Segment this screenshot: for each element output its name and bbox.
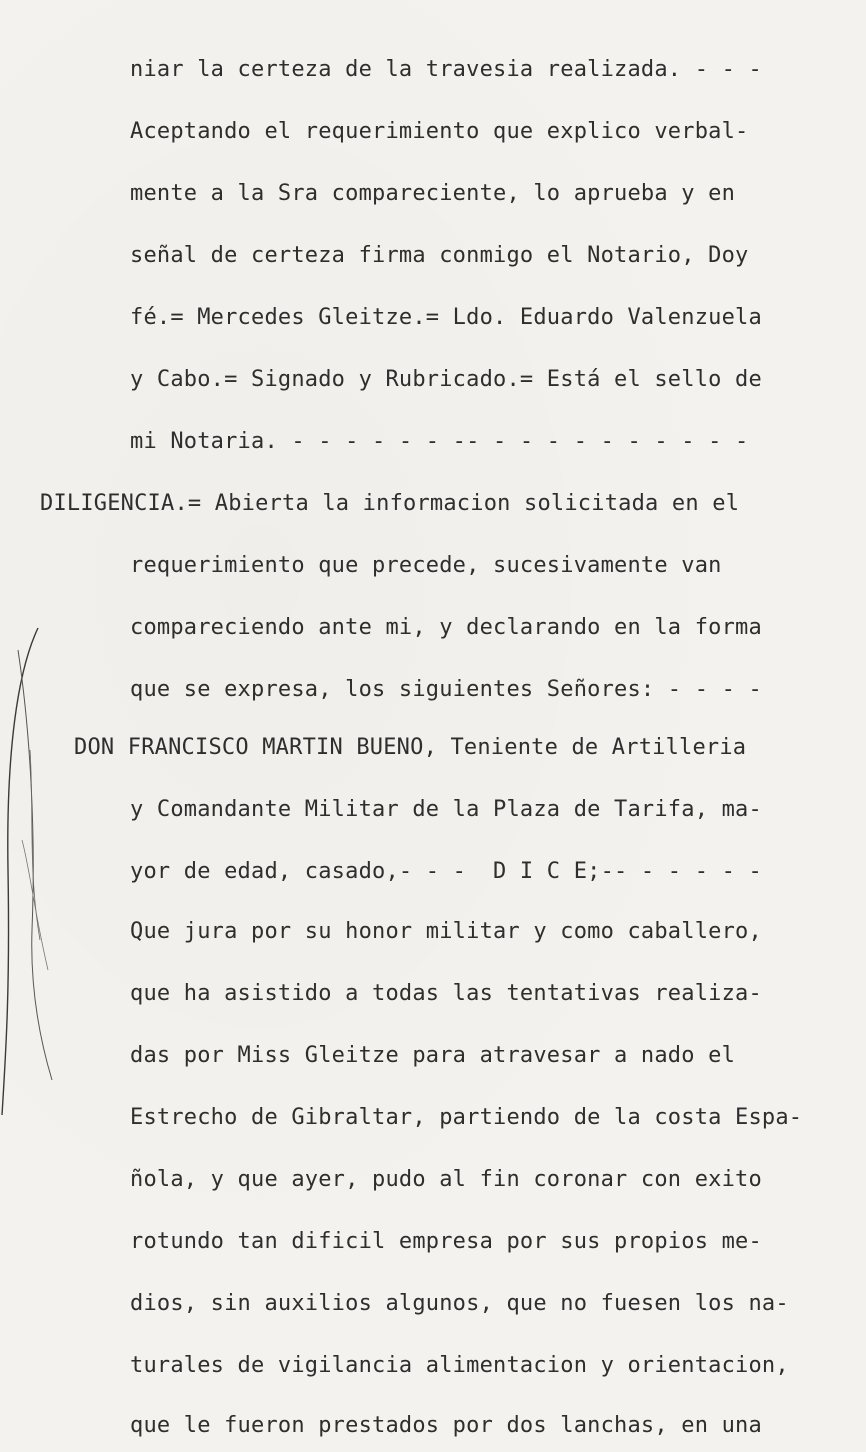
text-line: turales de vigilancia alimentacion y orientacion, [130, 1353, 789, 1378]
text-line: Estrecho de Gibraltar, partiendo de la costa Espa- [130, 1105, 803, 1130]
text-line: niar la certeza de la travesia realizada. - - - [130, 57, 762, 82]
text-line: que le fueron prestados por dos lanchas, en una [130, 1413, 762, 1438]
text-line: Que jura por su honor militar y como caballero, [130, 919, 762, 944]
text-line: mi Notaria. - - - - - - -- - - - - - - - - - - [130, 429, 749, 454]
text-line: mente a la Sra compareciente, lo aprueba y en [130, 181, 736, 206]
text-line: das por Miss Gleitze para atravesar a nado el [130, 1043, 736, 1068]
witness-name-line: DON FRANCISCO MARTIN BUENO, Teniente de Artilleria [74, 735, 747, 760]
text-line: que se expresa, los siguientes Señores: - - - - [130, 677, 762, 702]
text-line: que ha asistido a todas las tentativas realiza- [130, 981, 762, 1006]
text-line: y Comandante Militar de la Plaza de Tarifa, ma- [130, 797, 762, 822]
text-line: requerimiento que precede, sucesivamente van [130, 553, 722, 578]
text-line: ñola, y que ayer, pudo al fin coronar con exito [130, 1167, 762, 1192]
text-line: señal de certeza firma conmigo el Notario, Doy [130, 243, 749, 268]
text-line: dios, sin auxilios algunos, que no fuesen los na- [130, 1291, 789, 1316]
text-line: Aceptando el requerimiento que explico verbal- [130, 119, 749, 144]
text-line: rotundo tan dificil empresa por sus propios me- [130, 1229, 762, 1254]
margin-pen-stroke [0, 610, 70, 1130]
text-line: compareciendo ante mi, y declarando en la forma [130, 615, 762, 640]
section-heading-line: DILIGENCIA.= Abierta la informacion solicitada en el [40, 491, 740, 516]
text-line: y Cabo.= Signado y Rubricado.= Está el sello de [130, 367, 762, 392]
text-line: yor de edad, casado,- - - D I C E;-- - - - - - [130, 859, 762, 884]
text-line: fé.= Mercedes Gleitze.= Ldo. Eduardo Valenzuela [130, 305, 762, 330]
